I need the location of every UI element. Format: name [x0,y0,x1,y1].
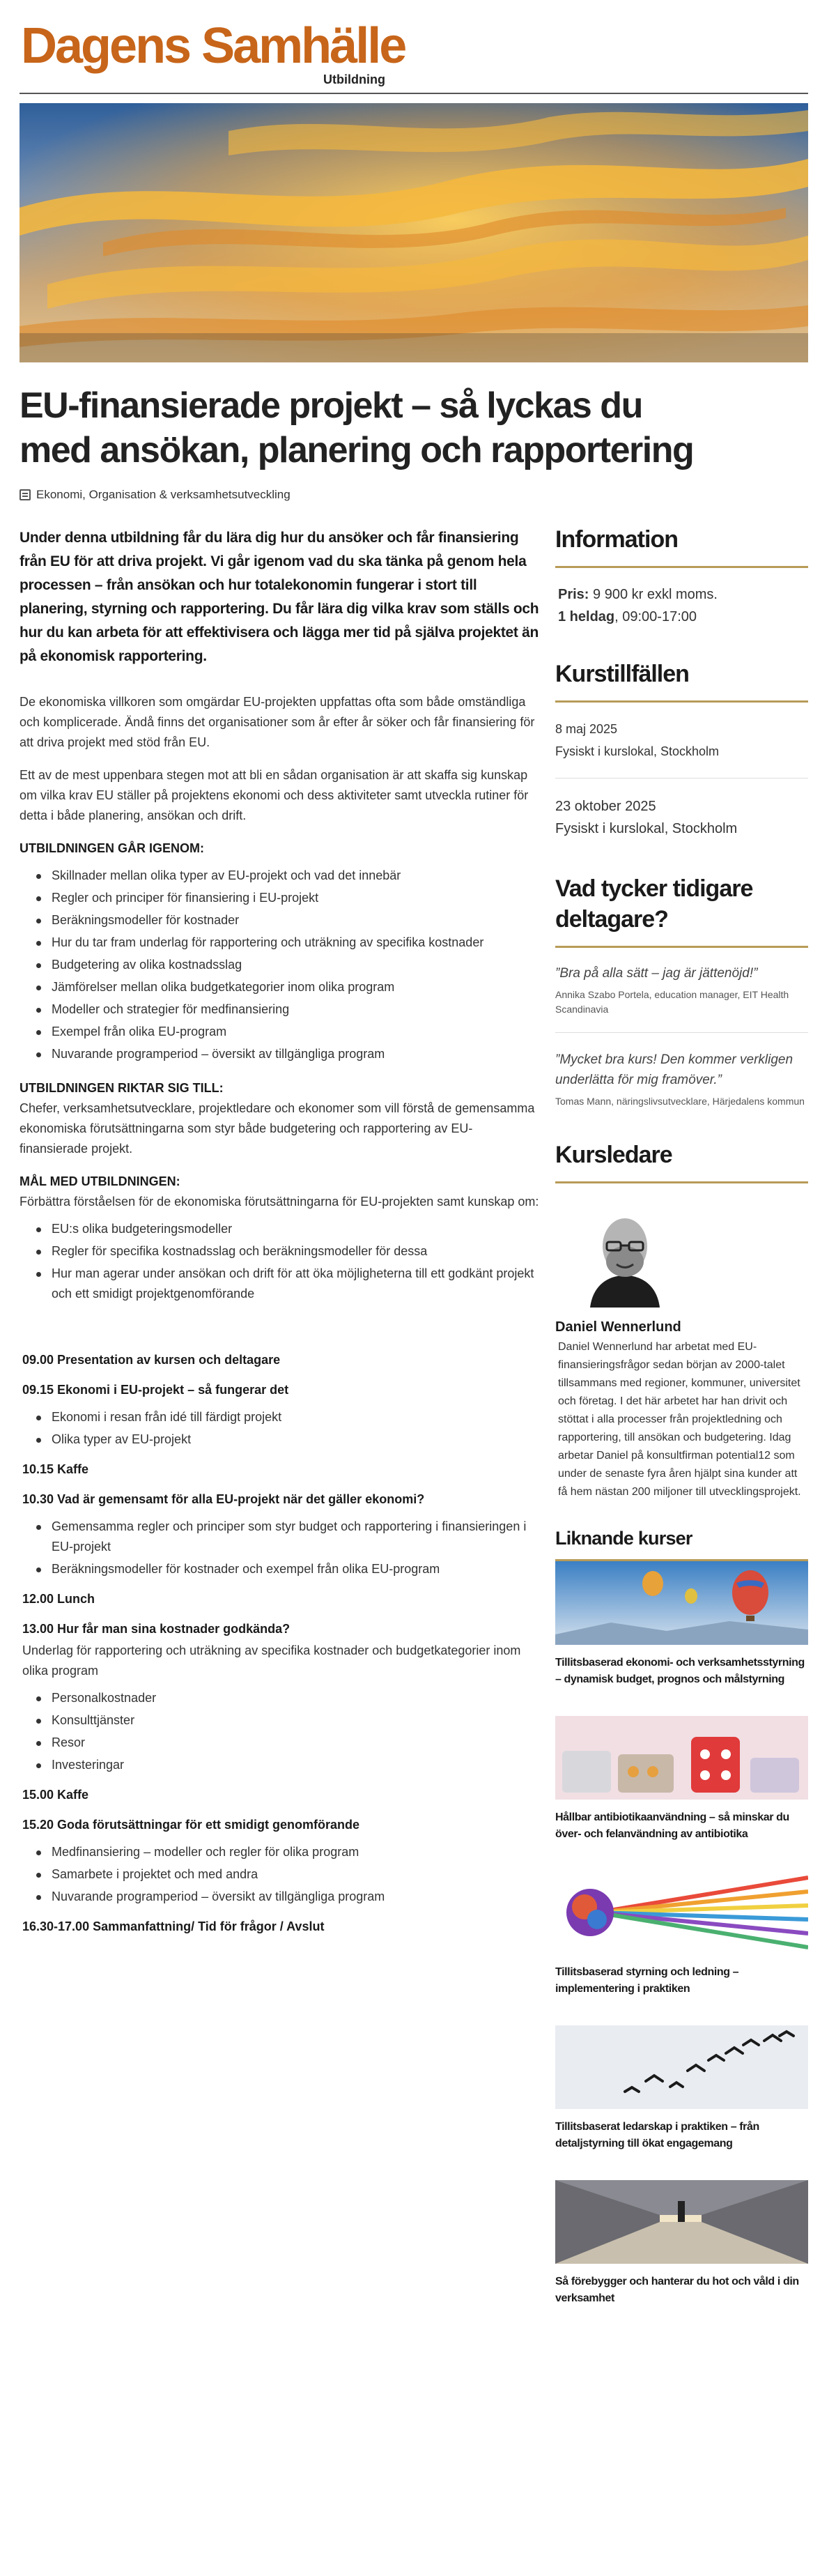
list-item: Beräkningsmodeller för kostnader och exempel från olika EU-program [20,1559,541,1579]
duration-line [558,606,808,628]
agenda-text: Underlag för rapportering och uträkning av specifika kostnader och budgetkategorier inom olika program [22,1643,521,1678]
gold-divider [555,566,808,568]
review-author: Annika Szabo Portela, education manager, EIT Health Scandinavia [555,989,789,1015]
leader-bio: Daniel Wennerlund har arbetat med EU-finansieringsfrågor sedan början av 2000-talet tillsammans med regioner, kommuner, universitet och företag. I det här arbetet har han drivit och stöttat i alla processer från projektledning och rapportering, till ansökan och budgetering. Idag arbetar Daniel på konsultfirman potential12 som under de senaste fyra åren hjälpt sina kunder att få hem nästan 200 miljoner till utvecklingsprojekt. [558,1341,801,1498]
list-item: Personalkostnader [20,1688,541,1708]
session-place: Fysiskt i kurslokal, Stockholm [555,821,738,836]
agenda [20,1350,541,1937]
agenda-list [20,1688,541,1775]
duration-value: , 09:00-17:00 [614,609,697,624]
site-logo-subtitle: Utbildning [323,72,385,86]
agenda-list [20,1407,541,1450]
similar-course[interactable] [555,1871,808,1998]
audience-text: Chefer, verksamhetsutvecklare, projektledare och ekonomer som vill förstå de gemensamma ekonomiska förutsättningarna som styr både budgetering och rapportering av EU-finansierade projekt. [20,1101,535,1156]
similar-course[interactable] [555,2025,808,2152]
list-item: EU:s olika budgeteringsmodeller [20,1219,541,1239]
sidebar [555,524,808,2335]
session-date: 8 maj 2025 [555,722,618,736]
goal-heading: MÅL MED UTBILDNINGEN: [20,1174,180,1188]
list-item: Regler och principer för finansiering i EU-projekt [20,888,541,908]
similar-course[interactable] [555,1561,808,1688]
list-item: Resor [20,1733,541,1753]
review-quote: ”Bra på alla sätt – jag är jättenöjd!” [555,966,758,981]
similar-title: Liknande kurser [555,1528,692,1549]
session-item[interactable] [555,718,808,762]
header-divider [20,93,808,94]
review-quote: ”Mycket bra kurs! Den kommer verkligen underlätta för mig framöver.” [555,1052,794,1087]
list-item: Olika typer av EU-projekt [20,1429,541,1450]
category-icon [20,489,31,500]
agenda-list [20,1842,541,1907]
session-place: Fysiskt i kurslokal, Stockholm [555,744,720,758]
session-divider [555,778,808,779]
list-item: Samarbete i projektet och med andra [20,1864,541,1885]
goals-list [20,1219,541,1304]
course-image-knot [555,1871,808,1954]
audience-heading: UTBILDNINGEN RIKTAR SIG TILL: [20,1081,224,1095]
agenda-list [20,1517,541,1579]
reviews-title: Vad tycker tidigare deltagare? [555,875,753,933]
category-label: Ekonomi, Organisation & verksamhetsutveckling [36,488,291,501]
list-item: Hur man agerar under ansökan och drift för att öka möjligheterna till ett godkänt projekt och ett smidigt projektgenomförande [20,1264,541,1304]
leader-title: Kursledare [555,1142,672,1168]
agenda-time: 13.00 Hur får man sina kostnader godkända? [22,1622,291,1636]
session-date: 23 oktober 2025 [555,799,656,814]
list-item: Ekonomi i resan från idé till färdigt projekt [20,1407,541,1427]
gold-divider [555,1181,808,1183]
agenda-time: 16.30-17.00 Sammanfattning/ Tid för frågor / Avslut [22,1919,325,1933]
leader-name: Daniel Wennerlund [555,1319,681,1335]
list-item: Gemensamma regler och principer som styr budget och rapportering i finansieringen i EU-projekt [20,1517,541,1557]
list-item: Investeringar [20,1755,541,1775]
agenda-time: 10.30 Vad är gemensamt för alla EU-projekt när det gäller ekonomi? [22,1492,425,1506]
similar-course-name: Tillitsbaserad styrning och ledning – implementering i praktiken [555,1966,739,1995]
page-title: EU-finansierade projekt – så lyckas du med ansökan, planering och rapportering [20,385,694,470]
session-item[interactable] [555,795,808,840]
agenda-time: 10.15 Kaffe [22,1462,89,1476]
similar-course-name: Så förebygger och hanterar du hot och våld i din verksamhet [555,2276,799,2304]
body-paragraph: Ett av de mest uppenbara stegen mot att bli en sådan organisation är att skaffa sig kunskap om vilka krav EU ställer på projektens ekonomi och dess aktiviteter samt utveckla rutiner för detta i både planering, ansökan och drift. [20,768,529,822]
main-content [20,526,541,1940]
category-tag[interactable] [20,488,291,502]
list-item: Hur du tar fram underlag för rapportering och uträkning av specifika kostnader [20,933,541,953]
sessions-title: Kurstillfällen [555,661,689,687]
covers-heading: UTBILDNINGEN GÅR IGENOM: [20,841,204,855]
list-item: Modeller och strategier för medfinansiering [20,999,541,1020]
price-label: Pris: [558,587,589,602]
course-image-pills [555,1716,808,1800]
similar-course[interactable] [555,2180,808,2307]
similar-course[interactable] [555,1716,808,1843]
list-item: Nuvarande programperiod – översikt av tillgängliga program [20,1887,541,1907]
agenda-time: 15.00 Kaffe [22,1788,89,1802]
course-image-corridor [555,2180,808,2264]
course-image-birds [555,2025,808,2109]
list-item: Skillnader mellan olika typer av EU-projekt och vad det innebär [20,866,541,886]
gold-divider [555,946,808,948]
gold-divider [555,700,808,703]
similar-course-name: Tillitsbaserat ledarskap i praktiken – från detaljstyrning till ökat engagemang [555,2121,759,2149]
site-logo[interactable]: Dagens Samhälle [21,18,405,74]
goal-text: Förbättra förståelsen för de ekonomiska förutsättningarna för EU-projekten samt kunskap om: [20,1195,539,1209]
course-image-balloons [555,1561,808,1645]
leader-avatar [583,1203,667,1308]
list-item: Regler för specifika kostnadsslag och beräkningsmodeller för dessa [20,1241,541,1262]
similar-course-name: Tillitsbaserad ekonomi- och verksamhetsstyrning – dynamisk budget, prognos och målstyrning [555,1657,805,1685]
price-line [558,583,808,606]
agenda-time: 15.20 Goda förutsättningar för ett smidigt genomförande [22,1818,360,1832]
lead-paragraph: Under denna utbildning får du lära dig hur du ansöker och får finansiering från EU för att driva projekt. Vi går igenom vad du ska tänka på genom hela processen – från ansökan och hur totalekonomin fungerar i stort till planering, styrning och rapportering. Du får lära dig vilka krav som ställs och hur du kan arbeta för att effektivisera och lägga mer tid på själva projektet än på ekonomisk rapportering. [20,530,539,664]
review-author: Tomas Mann, näringslivsutvecklare, Härjedalens kommun [555,1096,805,1107]
list-item: Beräkningsmodeller för kostnader [20,910,541,930]
duration-label: 1 heldag [558,609,615,624]
agenda-time: 09.15 Ekonomi i EU-projekt – så fungerar det [22,1383,289,1397]
info-title: Information [555,526,678,553]
body-paragraph: De ekonomiska villkoren som omgärdar EU-projekten uppfattas ofta som både omständliga och komplicerade. Ändå finns det organisationer som år efter år söker och får finansiering för att driva projekt med stöd från EU. [20,695,535,749]
list-item: Jämförelser mellan olika budgetkategorier inom olika program [20,977,541,997]
agenda-time: 09.00 Presentation av kursen och deltagare [22,1353,281,1367]
review-divider [555,1032,808,1033]
list-item: Nuvarande programperiod – översikt av tillgängliga program [20,1044,541,1064]
list-item: Medfinansiering – modeller och regler för olika program [20,1842,541,1862]
similar-course-name: Hållbar antibiotikaanvändning – så minskar du över- och felanvändning av antibiotika [555,1811,789,1840]
price-value: 9 900 kr exkl moms. [589,587,718,602]
agenda-time: 12.00 Lunch [22,1592,95,1606]
list-item: Exempel från olika EU-program [20,1022,541,1042]
list-item: Budgetering av olika kostnadsslag [20,955,541,975]
covers-list [20,866,541,1064]
hero-image [20,103,808,362]
list-item: Konsulttjänster [20,1710,541,1731]
